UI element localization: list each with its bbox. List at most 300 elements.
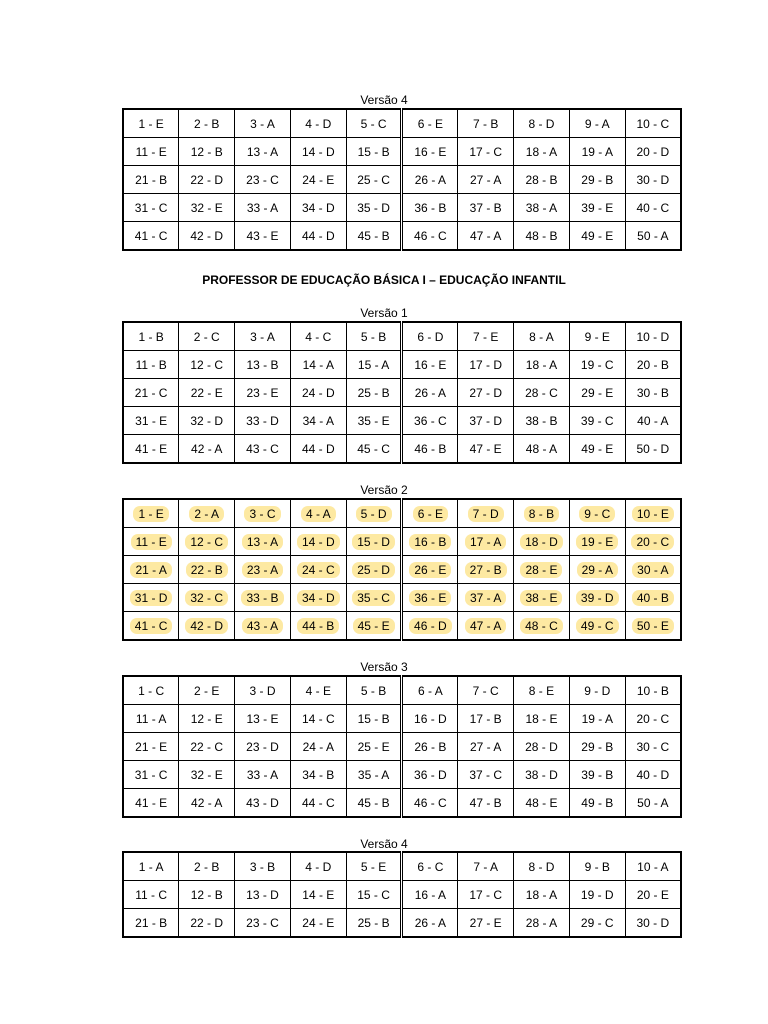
answer-text: 47 - A (470, 228, 502, 243)
answer-cell (514, 435, 570, 464)
answer-cell (123, 194, 179, 222)
answer-text: 14 - A (302, 357, 334, 372)
answer-cell (514, 528, 570, 556)
answer-cell (514, 379, 570, 407)
answer-text: 19 - A (581, 144, 613, 159)
answer-cell (458, 761, 514, 789)
answer-text: 34 - D (301, 200, 335, 215)
answer-cell (179, 789, 235, 818)
answer-text: 34 - B (302, 767, 335, 782)
answer-cell (290, 322, 346, 351)
answer-cell (235, 789, 291, 818)
answer-cell (569, 351, 625, 379)
answer-cell (235, 676, 291, 705)
answer-text: 30 - C (636, 739, 670, 754)
answer-cell (569, 852, 625, 881)
answer-cell (346, 909, 402, 938)
answer-text: 48 - A (525, 441, 558, 456)
answer-cell (123, 499, 179, 528)
answer-cell (123, 407, 179, 435)
answer-text: 22 - C (190, 739, 224, 754)
answer-text: 10 - D (636, 329, 670, 344)
answer-cell (625, 138, 681, 166)
answer-cell (569, 612, 625, 641)
table-row (123, 322, 681, 351)
answer-cell (402, 407, 458, 435)
answer-text: 23 - C (246, 172, 279, 187)
answer-cell (402, 499, 458, 528)
answer-text: 2 - B (194, 859, 220, 874)
answer-text: 23 - C (246, 915, 279, 930)
answer-text: 6 - E (417, 116, 444, 131)
answer-cell (402, 909, 458, 938)
answer-text: 1 - E (133, 506, 168, 522)
answer-cell (402, 789, 458, 818)
answer-text: 12 - C (185, 534, 228, 550)
answer-text: 19 - D (580, 887, 614, 902)
answer-cell (346, 761, 402, 789)
answer-text: 12 - C (190, 357, 224, 372)
answer-cell (235, 194, 291, 222)
answer-text: 23 - A (242, 562, 283, 578)
answer-text: 7 - A (473, 859, 499, 874)
answer-text: 22 - D (190, 915, 224, 930)
answer-cell (569, 909, 625, 938)
table-title: Versão 4 (360, 837, 408, 851)
answer-text: 8 - A (529, 329, 554, 344)
answer-text: 41 - E (135, 441, 168, 456)
answer-text: 30 - B (636, 385, 669, 400)
answer-cell (179, 499, 235, 528)
answer-text: 10 - E (632, 506, 674, 522)
answer-text: 16 - E (414, 144, 447, 159)
answer-text: 36 - B (414, 200, 447, 215)
answer-cell (514, 499, 570, 528)
answer-cell (569, 676, 625, 705)
answer-cell (625, 528, 681, 556)
answer-cell (123, 528, 179, 556)
answer-text: 15 - B (357, 711, 390, 726)
answer-text: 17 - C (469, 887, 503, 902)
answer-cell (290, 528, 346, 556)
answer-cell (514, 138, 570, 166)
answer-text: 6 - A (418, 683, 443, 698)
answer-text: 20 - E (636, 887, 669, 902)
answer-cell (290, 556, 346, 584)
answer-text: 17 - B (469, 711, 502, 726)
answer-cell (569, 733, 625, 761)
answer-text: 13 - A (242, 534, 283, 550)
answer-cell (625, 407, 681, 435)
answer-text: 21 - C (134, 385, 168, 400)
answer-text: 37 - B (469, 200, 502, 215)
answer-cell (235, 612, 291, 641)
table-row (123, 761, 681, 789)
answer-cell (402, 222, 458, 251)
answer-cell (235, 435, 291, 464)
answer-cell (625, 761, 681, 789)
answer-text: 25 - E (357, 739, 390, 754)
answer-text: 35 - E (357, 413, 390, 428)
answer-cell (290, 733, 346, 761)
answer-text: 32 - E (190, 200, 223, 215)
answer-cell (346, 556, 402, 584)
answer-cell (346, 138, 402, 166)
answer-cell (346, 499, 402, 528)
table-row (123, 435, 681, 464)
answer-text: 24 - D (301, 385, 335, 400)
answer-text: 43 - A (242, 618, 283, 634)
answer-cell (458, 556, 514, 584)
answer-cell (458, 166, 514, 194)
answer-text: 5 - B (360, 683, 387, 698)
answer-text: 11 - C (135, 887, 168, 902)
answer-cell (346, 789, 402, 818)
answer-text: 20 - B (636, 357, 669, 372)
answer-text: 45 - B (357, 795, 390, 810)
answer-cell (290, 612, 346, 641)
answer-text: 8 - D (528, 859, 555, 874)
answer-text: 39 - D (576, 590, 619, 606)
answer-text: 9 - D (584, 683, 611, 698)
answer-cell (458, 528, 514, 556)
answer-text: 4 - A (301, 506, 336, 522)
answer-cell (458, 222, 514, 251)
answer-text: 10 - A (637, 859, 669, 874)
answer-text: 34 - D (297, 590, 340, 606)
answer-text: 45 - E (353, 618, 395, 634)
section-heading: PROFESSOR DE EDUCAÇÃO BÁSICA I – EDUCAÇÃO INFANTIL (202, 273, 566, 287)
answer-cell (235, 499, 291, 528)
table-row (123, 194, 681, 222)
answer-cell (346, 322, 402, 351)
answer-text: 3 - D (249, 683, 276, 698)
answer-text: 42 - D (190, 228, 224, 243)
answer-cell (235, 852, 291, 881)
answer-cell (569, 435, 625, 464)
answer-cell (458, 612, 514, 641)
answer-text: 49 - B (581, 795, 614, 810)
answer-text: 6 - E (413, 506, 448, 522)
answer-cell (569, 789, 625, 818)
answer-text: 8 - D (528, 116, 555, 131)
answer-text: 4 - D (305, 859, 332, 874)
answer-text: 12 - E (190, 711, 223, 726)
answer-cell (290, 435, 346, 464)
answer-cell (625, 612, 681, 641)
answer-cell (458, 435, 514, 464)
answer-cell (569, 499, 625, 528)
answer-cell (514, 761, 570, 789)
answer-text: 14 - D (297, 534, 340, 550)
answer-cell (235, 322, 291, 351)
answer-text: 18 - A (525, 357, 558, 372)
table-row (123, 222, 681, 251)
answer-text: 32 - D (190, 413, 224, 428)
answer-cell (346, 194, 402, 222)
answer-text: 9 - A (584, 116, 610, 131)
answer-text: 30 - D (636, 172, 670, 187)
answer-cell (458, 733, 514, 761)
answer-cell (235, 556, 291, 584)
answer-cell (179, 222, 235, 251)
answer-text: 13 - D (246, 887, 279, 902)
answer-text: 2 - B (194, 116, 220, 131)
answer-text: 24 - C (297, 562, 340, 578)
table-row (123, 109, 681, 138)
answer-cell (514, 852, 570, 881)
answer-cell (569, 584, 625, 612)
answer-text: 50 - A (637, 228, 669, 243)
answer-cell (569, 407, 625, 435)
answer-cell (402, 584, 458, 612)
answer-text: 6 - C (417, 859, 444, 874)
answer-text: 33 - B (241, 590, 283, 606)
answer-text: 27 - A (470, 739, 502, 754)
answer-cell (514, 194, 570, 222)
answer-text: 33 - D (246, 413, 279, 428)
answer-text: 39 - B (581, 767, 614, 782)
answer-text: 2 - C (193, 329, 220, 344)
answer-text: 19 - E (576, 534, 618, 550)
answer-cell (402, 379, 458, 407)
answer-cell (346, 612, 402, 641)
answer-cell (123, 761, 179, 789)
answer-text: 20 - C (636, 711, 670, 726)
answer-cell (458, 789, 514, 818)
answer-text: 28 - B (525, 172, 558, 187)
answer-cell (625, 499, 681, 528)
answer-text: 12 - B (190, 144, 223, 159)
answer-cell (290, 166, 346, 194)
answer-cell (235, 109, 291, 138)
answer-text: 8 - B (524, 506, 559, 522)
answer-cell (346, 222, 402, 251)
answer-text: 41 - E (135, 795, 168, 810)
answer-text: 24 - E (302, 915, 335, 930)
answer-text: 29 - C (580, 915, 614, 930)
answer-text: 40 - D (636, 767, 670, 782)
answer-cell (346, 379, 402, 407)
answer-cell (458, 109, 514, 138)
answer-cell (123, 166, 179, 194)
answer-key-table (122, 321, 682, 464)
answer-text: 14 - D (301, 144, 335, 159)
answer-cell (179, 528, 235, 556)
answer-text: 44 - D (301, 228, 335, 243)
answer-cell (179, 705, 235, 733)
answer-text: 35 - A (357, 767, 390, 782)
answer-text: 35 - C (352, 590, 395, 606)
answer-cell (290, 109, 346, 138)
answer-cell (569, 556, 625, 584)
answer-cell (514, 789, 570, 818)
answer-cell (458, 351, 514, 379)
answer-text: 50 - D (636, 441, 670, 456)
answer-text: 28 - D (525, 739, 558, 754)
answer-cell (569, 528, 625, 556)
answer-cell (290, 761, 346, 789)
answer-cell (179, 109, 235, 138)
answer-cell (625, 194, 681, 222)
answer-text: 14 - C (301, 711, 335, 726)
answer-cell (235, 222, 291, 251)
answer-cell (290, 881, 346, 909)
answer-cell (569, 166, 625, 194)
answer-text: 26 - A (414, 172, 447, 187)
answer-text: 32 - E (190, 767, 223, 782)
answer-text: 33 - A (246, 200, 279, 215)
answer-text: 26 - E (409, 562, 451, 578)
answer-cell (179, 733, 235, 761)
answer-cell (458, 676, 514, 705)
answer-cell (123, 351, 179, 379)
answer-text: 48 - C (520, 618, 563, 634)
answer-text: 18 - A (525, 887, 558, 902)
answer-text: 23 - D (246, 739, 279, 754)
answer-text: 49 - E (581, 441, 614, 456)
answer-cell (235, 379, 291, 407)
answer-text: 29 - E (581, 385, 614, 400)
table-row (123, 881, 681, 909)
answer-text: 21 - B (135, 915, 168, 930)
answer-cell (123, 612, 179, 641)
answer-cell (179, 351, 235, 379)
answer-cell (514, 166, 570, 194)
answer-cell (402, 852, 458, 881)
answer-cell (402, 556, 458, 584)
answer-text: 36 - C (414, 413, 447, 428)
answer-cell (625, 789, 681, 818)
answer-text: 39 - C (580, 413, 614, 428)
answer-text: 18 - A (525, 144, 558, 159)
answer-cell (458, 499, 514, 528)
answer-cell (179, 435, 235, 464)
answer-cell (514, 612, 570, 641)
answer-cell (458, 705, 514, 733)
answer-cell (458, 138, 514, 166)
answer-text: 16 - B (409, 534, 451, 550)
answer-text: 47 - A (465, 618, 506, 634)
answer-key-table (122, 108, 682, 251)
answer-cell (123, 222, 179, 251)
answer-text: 23 - E (246, 385, 279, 400)
answer-text: 25 - D (352, 562, 395, 578)
answer-text: 36 - E (409, 590, 451, 606)
answer-cell (625, 676, 681, 705)
answer-key-table-highlighted (122, 498, 682, 641)
answer-cell (179, 194, 235, 222)
answer-text: 10 - B (636, 683, 669, 698)
answer-text: 31 - C (134, 767, 168, 782)
answer-cell (179, 322, 235, 351)
answer-cell (290, 909, 346, 938)
answer-cell (458, 322, 514, 351)
answer-text: 29 - A (577, 562, 618, 578)
answer-text: 45 - C (357, 441, 390, 456)
answer-text: 5 - C (360, 116, 387, 131)
answer-cell (514, 322, 570, 351)
answer-cell (346, 407, 402, 435)
answer-text: 5 - E (360, 859, 387, 874)
table-row (123, 909, 681, 938)
answer-cell (625, 351, 681, 379)
table-row (123, 705, 681, 733)
answer-text: 3 - C (244, 506, 280, 522)
table-title: Versão 1 (360, 306, 408, 320)
answer-text: 18 - D (520, 534, 563, 550)
table-title: Versão 4 (360, 93, 408, 107)
answer-cell (290, 789, 346, 818)
answer-cell (625, 222, 681, 251)
answer-cell (123, 676, 179, 705)
answer-text: 41 - C (134, 228, 168, 243)
answer-cell (569, 322, 625, 351)
answer-cell (625, 584, 681, 612)
answer-text: 22 - D (190, 172, 224, 187)
answer-cell (290, 407, 346, 435)
answer-text: 18 - E (525, 711, 558, 726)
answer-text: 47 - B (469, 795, 502, 810)
table-row (123, 379, 681, 407)
answer-cell (235, 584, 291, 612)
table-row (123, 789, 681, 818)
answer-cell (290, 194, 346, 222)
answer-text: 42 - A (191, 795, 223, 810)
answer-cell (290, 705, 346, 733)
answer-text: 16 - E (414, 357, 447, 372)
answer-text: 41 - C (130, 618, 173, 634)
answer-text: 7 - C (472, 683, 499, 698)
answer-text: 16 - A (414, 887, 447, 902)
answer-cell (290, 138, 346, 166)
answer-cell (123, 322, 179, 351)
answer-cell (402, 676, 458, 705)
answer-text: 50 - A (637, 795, 669, 810)
answer-cell (514, 556, 570, 584)
answer-text: 27 - D (469, 385, 503, 400)
table-row (123, 528, 681, 556)
answer-cell (235, 909, 291, 938)
answer-text: 38 - D (525, 767, 558, 782)
answer-key-table (122, 851, 682, 938)
answer-text: 4 - D (305, 116, 332, 131)
answer-cell (514, 584, 570, 612)
answer-text: 37 - A (465, 590, 506, 606)
answer-cell (290, 222, 346, 251)
answer-text: 13 - A (246, 144, 279, 159)
answer-cell (123, 556, 179, 584)
answer-text: 46 - C (414, 228, 447, 243)
answer-text: 10 - C (636, 116, 670, 131)
answer-cell (514, 909, 570, 938)
answer-cell (346, 435, 402, 464)
answer-cell (625, 166, 681, 194)
answer-cell (179, 556, 235, 584)
answer-cell (402, 435, 458, 464)
answer-cell (402, 322, 458, 351)
answer-text: 11 - A (135, 711, 167, 726)
answer-cell (402, 733, 458, 761)
answer-text: 4 - C (305, 329, 332, 344)
answer-text: 22 - E (190, 385, 223, 400)
answer-text: 36 - D (414, 767, 447, 782)
answer-cell (458, 852, 514, 881)
answer-text: 19 - C (580, 357, 614, 372)
answer-text: 26 - A (414, 385, 447, 400)
answer-cell (402, 761, 458, 789)
answer-text: 13 - B (246, 357, 279, 372)
